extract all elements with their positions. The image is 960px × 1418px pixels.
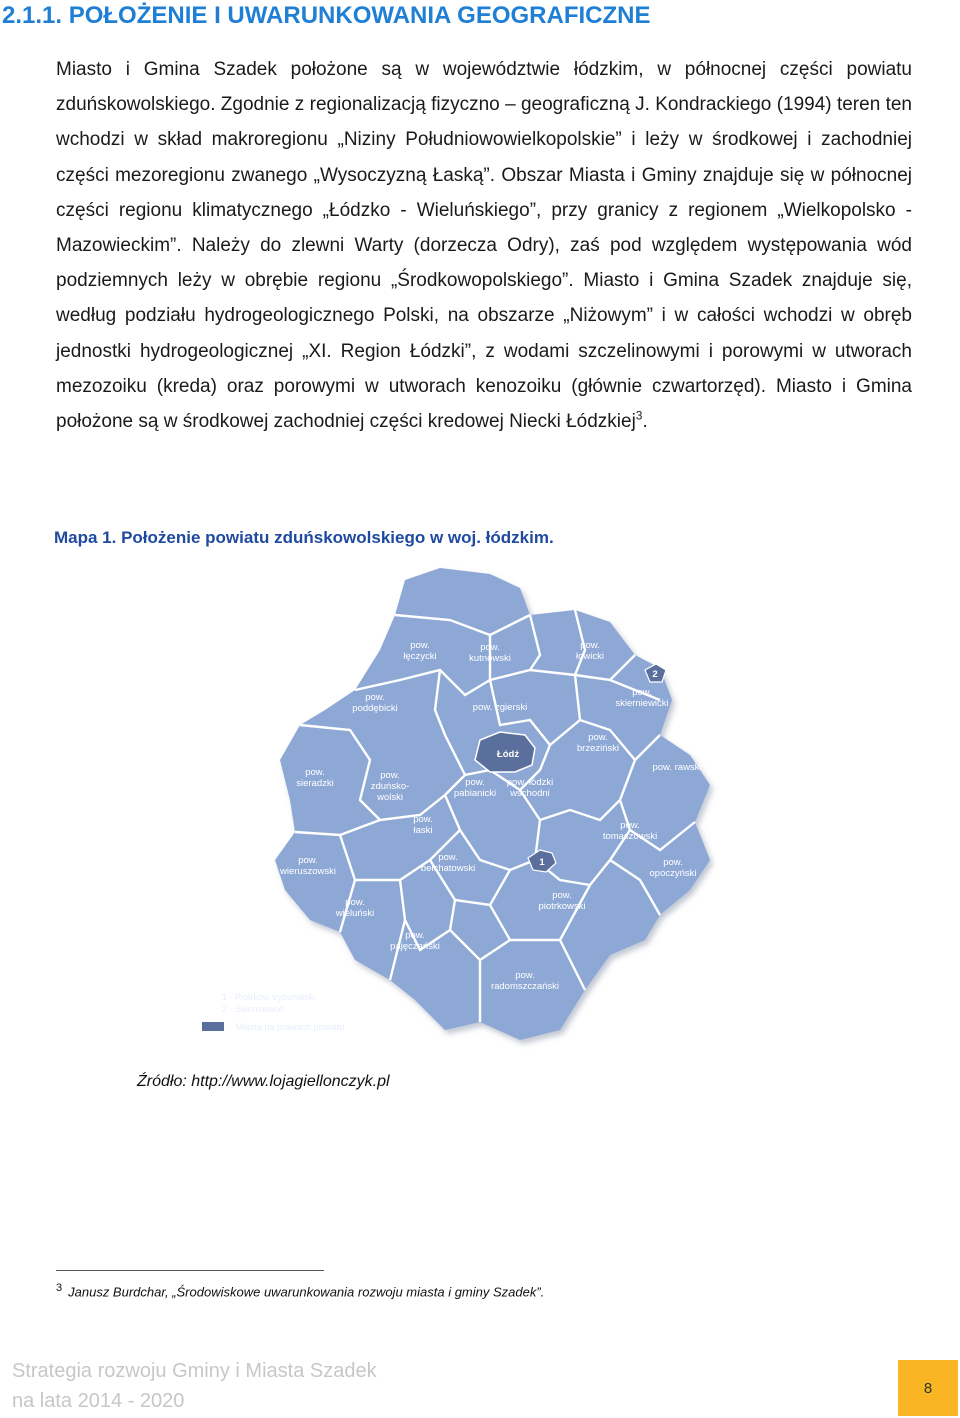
paragraph-text: Miasto i Gmina Szadek położone są w województwie łódzkim, w północnej części powiatu zduńskowolskiego. Zgodnie z regionalizacją fizyczno – geograficzną J. Kondrackiego (1994) teren ten wchodzi w skład makroregionu „Niziny Południowowielkopolskie” i leży w środkowej i zachodniej części mezoregionu zwanego „Wysoczyzną Łaską”. Obszar Miasta i Gminy znajduje się w północnej części regionu klimatycznego „Łódzko - Wieluńskiego”, przy granicy z regionem „Wielkopolsko -Mazowieckim”. Należy do zlewni Warty (dorzecza Odry), zaś pod względem występowania wód podziemnych leży w obrębie regionu „Środkowopolskiego”. Miasto i Gmina Szadek znajduje się, według podziału hydrogeologicznego Polski, na obszarze „Niżowym” i w całości wchodzi w obręb jednostki hydrogeologicznej „XI. Region Łódzki”, z wodami szczelinowymi i porowymi w utworach mezozoiku (kreda) oraz porowymi w utworach kenozoiku (głównie czwartorzęd). Miasto i Gmina położone są w środkowej zachodniej części kredowej Niecki Łódzkiej: [56, 59, 912, 433]
footnote-number: 3: [56, 1282, 63, 1294]
region-label-line: sieradzki: [296, 778, 334, 789]
region-label-line: brzeziński: [576, 743, 620, 754]
region-label-zgierski: [473, 702, 527, 713]
region-label-line: pow.: [663, 857, 683, 868]
marker-2-label: 2: [652, 669, 658, 680]
region-label-line: opoczyński: [649, 868, 697, 879]
region-label-line: piotrkowski: [538, 901, 586, 912]
page-number-badge: [898, 1360, 958, 1416]
region-label-line: pow.: [632, 687, 652, 698]
map-svg: [190, 560, 840, 1050]
region-label-line: kutnowski: [469, 653, 511, 664]
marker-1-label: 1: [539, 857, 545, 868]
region-label-lodzki-wschodni: [507, 777, 553, 799]
map-legend: [202, 992, 345, 1032]
region-label-line: pow.: [580, 640, 600, 651]
paragraph-end: .: [642, 411, 648, 433]
region-label-line: łaski: [413, 825, 433, 836]
region-label-line: wschodni: [510, 788, 550, 799]
region-label-line: łowicki: [576, 651, 604, 662]
page-number: 8: [923, 1379, 933, 1397]
region-label-line: pow.: [410, 640, 430, 651]
region-label-line: bełchatowski: [420, 863, 476, 874]
region-label-line: pow.: [413, 814, 433, 825]
region-label-line: wieruszowski: [280, 866, 336, 877]
region-label-lodz: [497, 749, 519, 760]
map-caption: Mapa 1. Położenie powiatu zduńskowolskiego w woj. łódzkim.: [54, 528, 554, 547]
region-label-rawski: [652, 762, 701, 773]
region-label-line: tomaszowski: [602, 831, 658, 842]
legend-item-2: 2 - Skierniewce: [222, 1004, 284, 1014]
region-label-line: pow.: [480, 642, 500, 653]
footer-line-1: Strategia rozwoju Gminy i Miasta Szadek: [12, 1360, 377, 1382]
region-label-line: pow.: [515, 970, 535, 981]
region-label-line: pow.: [380, 770, 400, 781]
footer-line-2: na lata 2014 - 2020: [12, 1390, 185, 1412]
region-label-line: radomszczański: [490, 981, 560, 992]
body-paragraph: [56, 52, 912, 439]
region-label-line: pow.: [465, 777, 485, 788]
region-label-line: pow.: [620, 820, 640, 831]
region-label-line: pow. rawski: [652, 762, 702, 773]
region-label-line: pow. zgierski: [472, 702, 528, 713]
region-label-line: poddębicki: [352, 703, 398, 714]
region-label-line: pow.: [405, 930, 425, 941]
region-label-laski: [413, 814, 433, 836]
legend-swatch-label: - Miasta na prawach powiatu: [230, 1022, 345, 1032]
region-label-line: pow.: [305, 767, 325, 778]
region-label-line: pow. łódzki: [506, 777, 554, 788]
legend-swatch: [202, 1022, 224, 1031]
region-label-line: łęczycki: [403, 651, 437, 662]
footnote-reference[interactable]: 3: [635, 408, 643, 423]
legend-item-1: 1 - Piotrków trybunalski: [222, 992, 316, 1002]
region-label-line: pow.: [298, 855, 318, 866]
voivodeship-map: [190, 560, 840, 1050]
map-outline: [275, 568, 710, 1040]
footer-title: [12, 1356, 377, 1416]
region-label-line: wieluński: [335, 908, 375, 919]
region-label-line: pajęczański: [390, 941, 440, 952]
region-label-line: pow.: [345, 897, 365, 908]
footnote: [56, 1282, 544, 1299]
region-label-line: pow.: [438, 852, 458, 863]
region-label-line: Łódź: [496, 749, 520, 760]
region-label-line: pow.: [365, 692, 385, 703]
footnote-text: Janusz Burdchar, „Środowiskowe uwarunkowania rozwoju miasta i gminy Szadek”.: [68, 1284, 545, 1300]
map-source: Źródło: http://www.lojagiellonczyk.pl: [137, 1073, 390, 1090]
footnote-divider: [56, 1270, 324, 1271]
region-label-line: pabianicki: [453, 788, 497, 799]
region-label-line: wolski: [377, 792, 403, 803]
region-label-line: zduńsko-: [370, 781, 410, 792]
section-heading: 2.1.1. POŁOŻENIE I UWARUNKOWANIA GEOGRAFICZNE: [2, 2, 651, 29]
region-label-line: pow.: [552, 890, 572, 901]
region-label-line: pow.: [588, 732, 608, 743]
region-label-line: skierniewicki: [615, 698, 669, 709]
